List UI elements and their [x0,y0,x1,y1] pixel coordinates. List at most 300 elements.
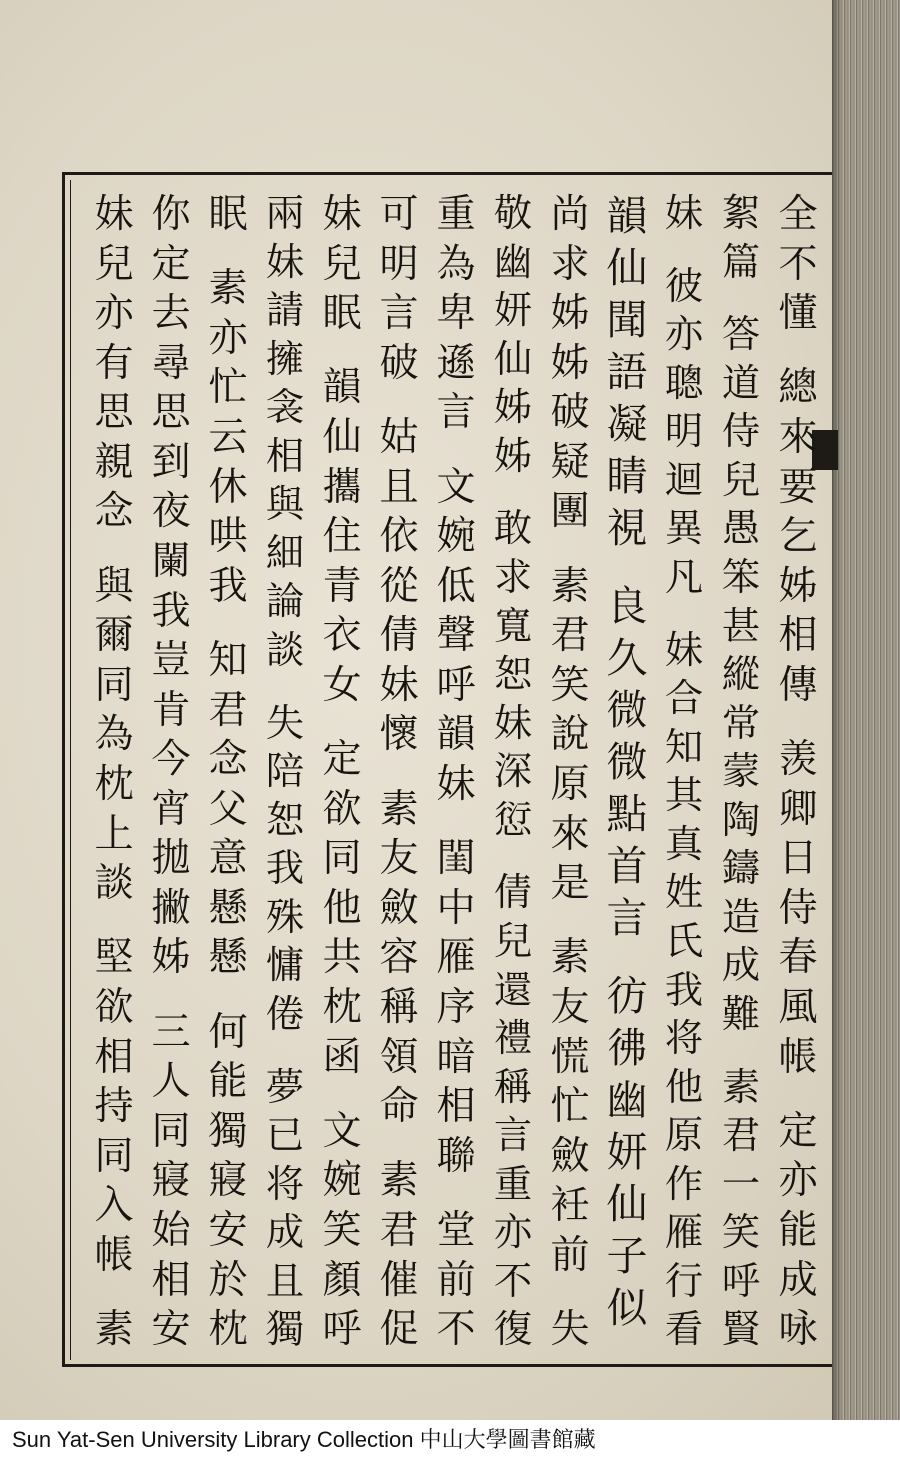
glyph: 造 [721,894,761,940]
glyph: 似 [606,1284,648,1332]
glyph: 談 [94,861,134,907]
glyph: 妹 [322,192,362,237]
glyph: 云 [208,415,248,461]
text-column-7 [428,190,484,1355]
text-column-9 [314,190,370,1355]
glyph: 風 [778,985,818,1030]
glyph [544,909,596,934]
glyph: 蒙 [721,749,761,795]
glyph: 幽 [493,239,533,285]
glyph [487,845,539,869]
glyph [772,710,824,735]
glyph: 還 [493,967,533,1013]
glyph: 文 [322,1108,362,1154]
glyph: 中 [436,885,476,931]
glyph: 素 [550,935,590,981]
glyph: 忙 [550,1084,590,1130]
glyph: 細 [265,530,305,576]
glyph: 恕 [265,797,305,843]
glyph [772,339,824,364]
glyph: 知 [208,638,248,684]
glyph: 愆 [493,797,533,843]
glyph: 素 [721,1064,761,1110]
glyph: 鑄 [721,846,761,892]
glyph: 敬 [493,191,533,236]
book-spine [832,0,900,1420]
text-column-5 [542,190,598,1355]
glyph: 總 [778,365,818,411]
glyph: 亦 [493,1210,533,1256]
text-column-8 [371,190,427,1355]
glyph: 去 [151,291,191,337]
glyph: 妹 [379,662,419,708]
glyph [202,983,254,1008]
glyph [772,1082,824,1107]
glyph: 素 [379,1158,419,1204]
text-column-4 [599,190,655,1355]
glyph [316,339,368,364]
glyph: 領 [379,1034,419,1080]
glyph: 甚 [721,603,761,649]
glyph: 禮 [493,1016,533,1062]
glyph: 求 [493,554,533,600]
glyph: 兒 [493,918,533,964]
glyph: 尚 [550,192,590,237]
glyph: 他 [322,885,362,931]
glyph: 行 [664,1258,704,1304]
glyph [487,481,539,505]
glyph: 妹 [265,239,305,285]
glyph: 何 [208,1009,248,1055]
text-column-6 [485,190,541,1355]
glyph [259,675,311,699]
text-column-3 [656,190,712,1355]
glyph: 破 [379,340,419,386]
glyph: 姊 [778,563,818,609]
glyph: 道 [721,360,761,406]
glyph: 姊 [151,935,191,981]
glyph: 思 [94,390,134,436]
glyph: 枕 [322,985,362,1030]
glyph: 為 [436,241,476,287]
glyph: 素 [379,786,419,832]
glyph: 姊 [493,385,533,431]
glyph: 凡 [664,554,704,600]
glyph [373,1132,425,1157]
glyph: 與 [265,482,305,528]
glyph: 姑 [379,415,419,461]
glyph: 亦 [778,1158,818,1204]
glyph: 寬 [493,603,533,649]
glyph: 定 [151,241,191,287]
glyph: 言 [493,1113,533,1159]
text-column-13 [86,190,142,1355]
glyph: 安 [151,1307,191,1353]
glyph [88,909,140,934]
glyph: 呼 [436,662,476,708]
glyph: 帳 [94,1232,134,1278]
glyph: 念 [94,489,134,535]
glyph: 傳 [778,662,818,708]
glyph: 遜 [436,340,476,386]
glyph: 妍 [606,1128,648,1176]
glyph [316,1082,368,1107]
glyph: 欲 [94,985,134,1030]
glyph: 為 [94,712,134,758]
glyph: 入 [94,1183,134,1229]
glyph: 枕 [94,761,134,807]
glyph [658,239,710,263]
glyph: 恕 [493,652,533,698]
glyph: 咏 [778,1307,818,1353]
glyph: 成 [265,1210,305,1256]
glyph: 能 [778,1208,818,1254]
glyph: 同 [94,1133,134,1179]
glyph: 眠 [208,192,248,237]
glyph: 原 [664,1113,704,1159]
glyph: 知 [664,724,704,770]
library-caption: Sun Yat-Sen University Library Collection 中山大學圖書館藏 [12,1427,596,1452]
glyph: 閨 [436,836,476,882]
glyph [715,287,767,311]
glyph: 仙 [493,336,533,382]
glyph: 兒 [721,457,761,503]
glyph: 思 [151,390,191,436]
glyph: 聞 [606,296,648,344]
glyph: 定 [322,737,362,783]
glyph: 慌 [550,1034,590,1080]
glyph: 深 [493,749,533,795]
glyph: 低 [436,563,476,609]
glyph: 持 [94,1084,134,1130]
glyph: 破 [550,390,590,436]
glyph: 夢 [265,1064,305,1110]
glyph: 請 [265,288,305,334]
glyph: 帳 [778,1034,818,1080]
glyph: 成 [721,943,761,989]
glyph: 上 [94,811,134,857]
glyph [601,554,653,580]
glyph [373,388,425,413]
glyph: 豈 [151,638,191,684]
glyph: 從 [379,563,419,609]
glyph: 攜 [322,464,362,510]
glyph: 顏 [322,1257,362,1303]
glyph: 衾 [265,385,305,431]
glyph: 堂 [436,1208,476,1254]
glyph [202,240,254,265]
glyph: 不 [778,241,818,287]
glyph: 彼 [664,263,704,309]
glyph: 暗 [436,1034,476,1080]
glyph: 真 [664,821,704,867]
text-column-12 [143,190,199,1355]
glyph: 笑 [550,662,590,708]
glyph: 有 [94,340,134,386]
glyph [316,710,368,735]
glyph: 素 [550,563,590,609]
glyph: 已 [265,1113,305,1159]
glyph [430,438,482,463]
glyph: 賢 [721,1307,761,1353]
glyph: 笨 [721,554,761,600]
glyph: 聯 [436,1133,476,1179]
glyph: 青 [322,563,362,609]
glyph: 到 [151,439,191,485]
glyph: 衣 [322,613,362,659]
glyph: 是 [550,861,590,907]
glyph: 懂 [778,291,818,337]
glyph: 重 [493,1161,533,1207]
glyph: 兩 [265,191,305,236]
glyph: 亦 [664,312,704,358]
glyph: 絮 [721,191,761,236]
glyph: 倦 [265,991,305,1037]
glyph: 爾 [94,613,134,659]
glyph: 同 [322,836,362,882]
glyph: 要 [778,464,818,510]
glyph: 婉 [436,514,476,560]
glyph: 君 [550,613,590,659]
glyph: 相 [436,1084,476,1130]
glyph: 意 [208,836,248,882]
glyph: 敢 [493,506,533,552]
glyph: 夜 [151,489,191,535]
glyph: 陪 [265,749,305,795]
glyph: 堅 [94,935,134,981]
glyph: 不 [493,1258,533,1304]
glyph: 幽 [606,1076,648,1124]
glyph: 文 [436,464,476,510]
glyph: 妹 [664,627,704,673]
glyph: 相 [778,613,818,659]
glyph: 說 [550,712,590,758]
glyph: 友 [550,985,590,1030]
glyph: 不 [436,1307,476,1353]
glyph: 君 [379,1208,419,1254]
glyph: 亦 [208,315,248,361]
glyph: 殊 [265,894,305,940]
glyph: 微 [606,738,648,786]
glyph: 能 [208,1059,248,1105]
glyph: 兒 [94,241,134,287]
glyph: 姓 [664,870,704,916]
glyph: 宵 [151,786,191,832]
glyph: 今 [151,737,191,783]
glyph: 侍 [778,885,818,931]
glyph: 依 [379,514,419,560]
glyph: 倩 [493,870,533,916]
glyph: 點 [606,790,648,838]
glyph: 作 [664,1161,704,1207]
glyph: 乞 [778,514,818,560]
glyph: 日 [778,836,818,882]
glyph [544,537,596,562]
glyph: 将 [265,1161,305,1207]
glyph: 良 [606,582,648,630]
glyph: 我 [664,967,704,1013]
glyph: 相 [151,1257,191,1303]
glyph: 來 [778,415,818,461]
glyph: 衽 [550,1183,590,1229]
glyph: 於 [208,1257,248,1303]
glyph: 懸 [208,935,248,981]
glyph: 可 [379,192,419,237]
glyph: 全 [778,192,818,237]
glyph: 視 [606,504,648,552]
glyph: 函 [322,1034,362,1080]
glyph [259,1039,311,1063]
glyph: 将 [664,1016,704,1062]
glyph: 肯 [151,687,191,733]
glyph: 命 [379,1084,419,1130]
glyph: 異 [664,506,704,552]
glyph: 擁 [265,336,305,382]
glyph: 復 [493,1307,533,1353]
glyph [373,760,425,785]
glyph: 人 [151,1059,191,1105]
glyph: 稱 [379,985,419,1030]
glyph [430,810,482,835]
glyph: 合 [664,676,704,722]
glyph: 言 [606,894,648,942]
text-column-10 [257,190,313,1355]
glyph: 一 [721,1161,761,1207]
glyph: 忙 [208,365,248,411]
glyph: 斂 [550,1133,590,1179]
glyph: 凝 [606,400,648,448]
glyph: 父 [208,786,248,832]
glyph: 我 [208,563,248,609]
text-column-11 [200,190,256,1355]
glyph: 寢 [151,1158,191,1204]
glyph: 笑 [721,1210,761,1256]
glyph: 妹 [664,191,704,236]
glyph: 相 [94,1034,134,1080]
glyph: 婉 [322,1158,362,1204]
glyph: 妍 [493,288,533,334]
glyph: 且 [379,464,419,510]
glyph: 失 [265,700,305,746]
glyph: 與 [94,563,134,609]
glyph: 闌 [151,538,191,584]
glyph: 韻 [606,192,648,240]
glyph: 我 [151,588,191,634]
glyph: 枕 [208,1307,248,1353]
glyph: 前 [436,1257,476,1303]
glyph: 哄 [208,514,248,560]
glyph: 疑 [550,439,590,485]
glyph: 春 [778,935,818,981]
glyph: 姊 [493,433,533,479]
glyph: 答 [721,312,761,358]
glyph: 雁 [664,1210,704,1256]
glyph: 失 [550,1307,590,1353]
glyph: 聰 [664,360,704,406]
glyph [658,603,710,627]
glyph: 呼 [721,1258,761,1304]
glyph: 常 [721,700,761,746]
glyph: 始 [151,1208,191,1254]
glyph: 眠 [322,291,362,337]
glyph: 獨 [265,1307,305,1353]
glyph: 其 [664,773,704,819]
glyph: 來 [550,811,590,857]
glyph [430,1181,482,1206]
glyph: 彿 [606,1024,648,1072]
glyph: 雁 [436,935,476,981]
glyph: 同 [94,662,134,708]
glyph: 團 [550,489,590,535]
glyph: 談 [265,627,305,673]
glyph: 女 [322,662,362,708]
glyph: 三 [151,1009,191,1055]
glyph [88,537,140,562]
glyph: 言 [436,390,476,436]
glyph: 羡 [778,737,818,783]
glyph: 原 [550,761,590,807]
glyph: 欲 [322,786,362,832]
glyph: 共 [322,935,362,981]
glyph: 明 [379,241,419,287]
glyph: 素 [208,266,248,312]
glyph: 友 [379,836,419,882]
glyph: 仙 [606,1180,648,1228]
glyph: 言 [379,291,419,337]
glyph: 親 [94,439,134,485]
glyph: 休 [208,464,248,510]
glyph: 語 [606,348,648,396]
glyph: 同 [151,1108,191,1154]
glyph: 懸 [208,885,248,931]
glyph: 促 [379,1307,419,1353]
glyph: 重 [436,192,476,237]
glyph: 慵 [265,943,305,989]
glyph: 卑 [436,291,476,337]
glyph: 斂 [379,885,419,931]
glyph [544,1280,596,1305]
glyph: 容 [379,935,419,981]
glyph: 卿 [778,786,818,832]
glyph: 看 [664,1307,704,1353]
glyph: 念 [208,737,248,783]
glyph: 姊 [550,340,590,386]
glyph: 久 [606,634,648,682]
glyph: 前 [550,1232,590,1278]
glyph: 君 [208,687,248,733]
glyph: 成 [778,1257,818,1303]
glyph: 妹 [436,761,476,807]
glyph: 仙 [322,415,362,461]
glyph [88,1280,140,1305]
glyph: 且 [265,1258,305,1304]
text-column-1 [770,190,826,1355]
glyph: 兒 [322,241,362,287]
glyph: 拋 [151,836,191,882]
text-column-2 [713,190,769,1355]
glyph: 亦 [94,291,134,337]
glyph: 妹 [94,192,134,237]
glyph: 安 [208,1208,248,1254]
glyph: 他 [664,1064,704,1110]
glyph: 撇 [151,885,191,931]
glyph: 氏 [664,918,704,964]
glyph: 仙 [606,244,648,292]
glyph: 住 [322,514,362,560]
glyph: 微 [606,686,648,734]
glyph: 論 [265,579,305,625]
glyph: 素 [94,1307,134,1353]
